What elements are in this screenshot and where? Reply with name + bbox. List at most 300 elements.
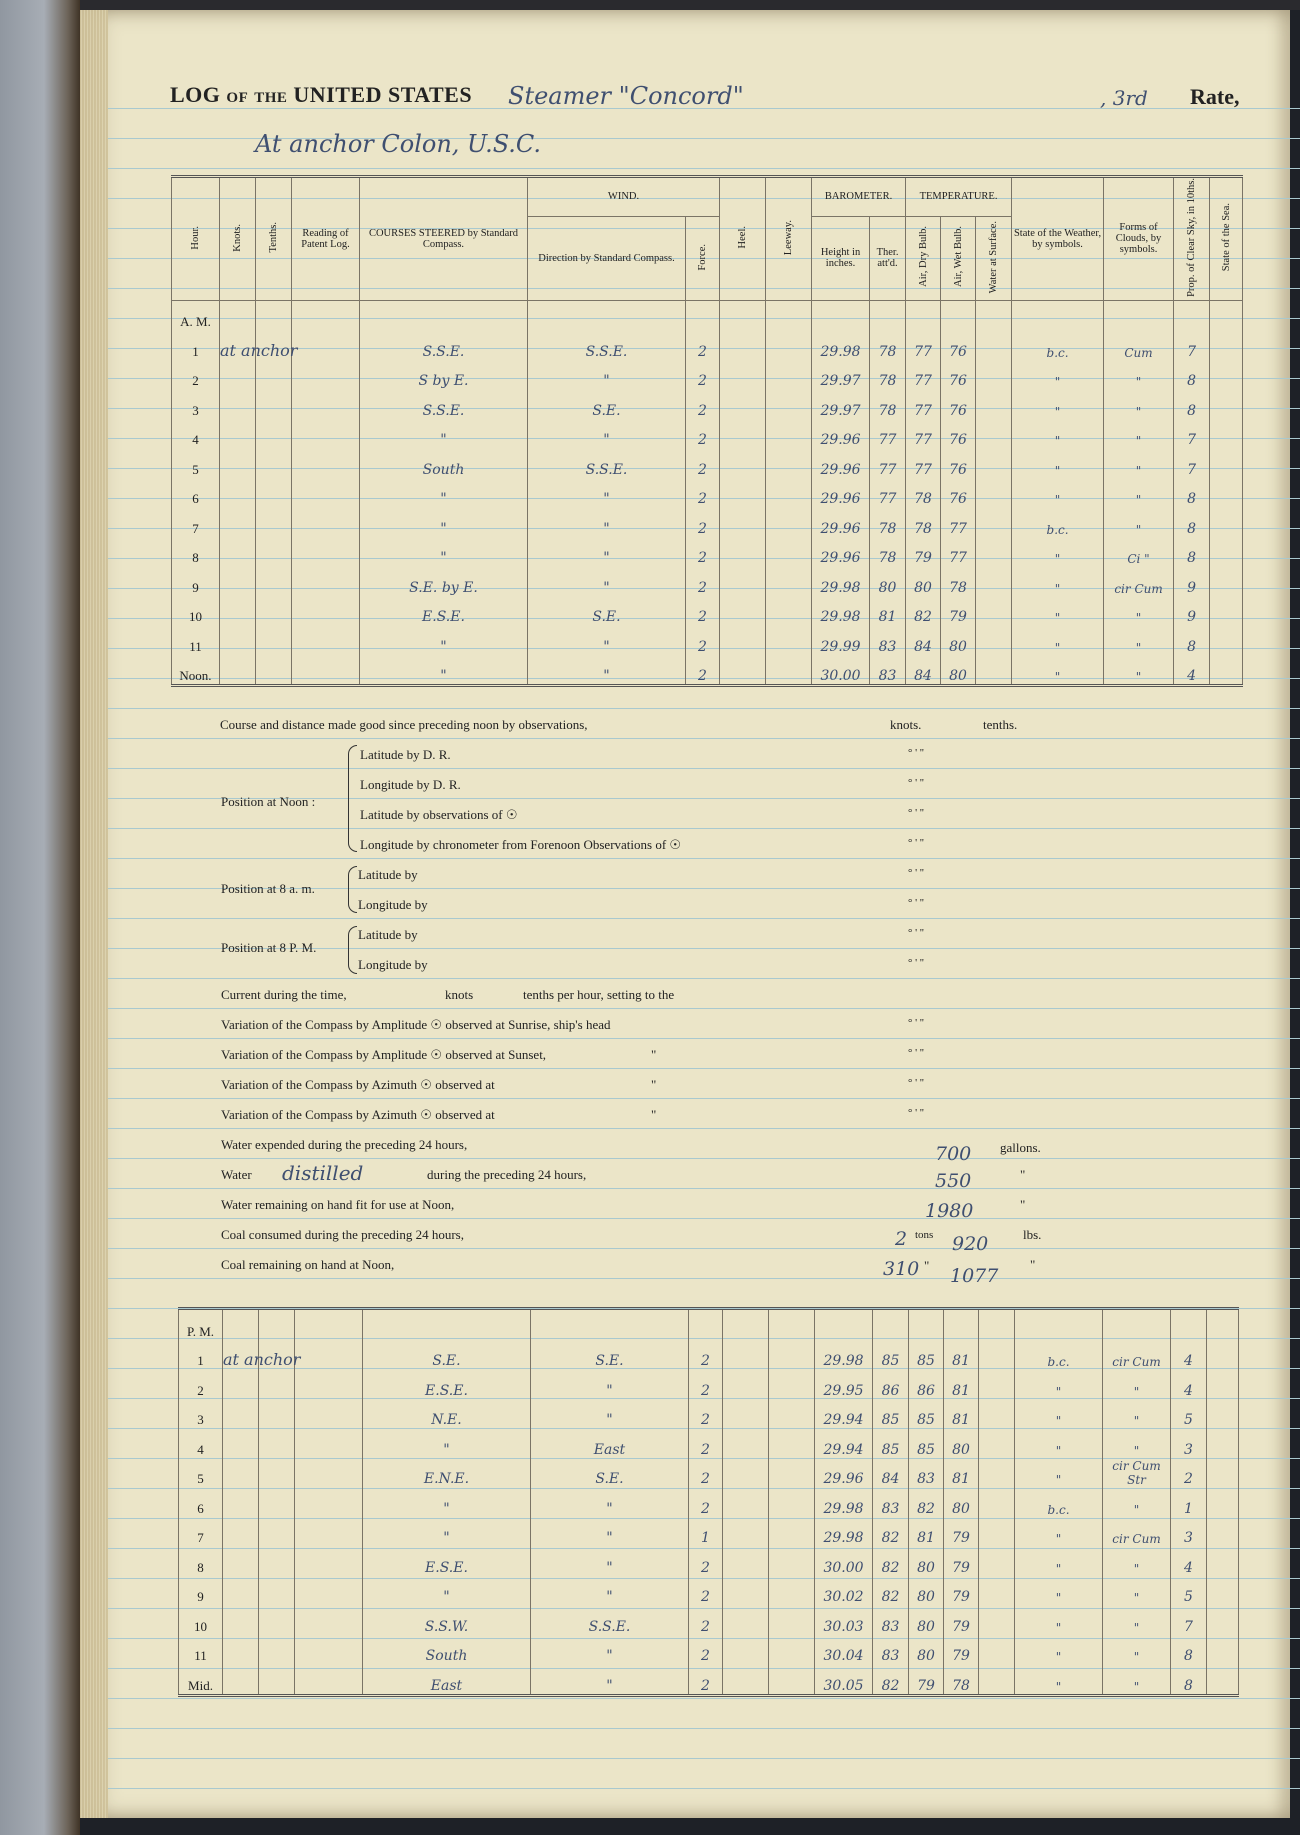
pm-knots-cell	[223, 1487, 259, 1517]
pm-barometer-height-cell: 29.98	[815, 1517, 873, 1547]
am-hour-cell: 2	[172, 360, 220, 390]
pm-ther-attd-cell: 83	[873, 1635, 909, 1665]
long-chron-label: Longitude by chronometer from Forenoon Observations of ☉	[360, 837, 682, 852]
pm-wind-force-cell: 2	[689, 1399, 723, 1429]
pm-knots-cell	[223, 1458, 259, 1488]
am-weather-cell: "	[1012, 655, 1104, 686]
degree-marks: ° ' ''	[908, 807, 924, 819]
am-air-dry-cell: 78	[906, 507, 941, 537]
lat-obs-label: Latitude by observations of ☉	[360, 807, 518, 822]
col-wind-force: Force.	[697, 243, 708, 271]
am-log-table	[171, 175, 1243, 687]
col-air-dry: Air, Dry Bulb.	[917, 226, 929, 288]
pm-weather-cell: "	[1015, 1399, 1103, 1429]
pm-ther-attd-cell: 82	[873, 1517, 909, 1547]
pm-air-dry-cell: 83	[909, 1458, 944, 1488]
var-sunset-ditto: "	[651, 1047, 657, 1062]
pm-air-wet-cell: 80	[944, 1428, 979, 1458]
am-clear-sky-cell: 4	[1174, 655, 1210, 686]
pm-knots-cell	[223, 1664, 259, 1695]
ruled-line	[108, 1788, 1300, 1789]
am-clear-sky-cell: 7	[1174, 448, 1210, 478]
pm-row	[179, 1458, 1239, 1488]
am-hour-cell: 3	[172, 389, 220, 419]
pm-course-cell: S.E.	[363, 1340, 531, 1370]
ruled-line	[108, 1098, 1300, 1099]
pm-course-cell: "	[363, 1576, 531, 1606]
pm-clear-sky-cell: 3	[1171, 1517, 1207, 1547]
am-air-wet-cell: 78	[941, 566, 976, 596]
am-wind-direction-cell: S.E.	[528, 596, 686, 626]
am-knots-cell	[220, 507, 256, 537]
am-clouds-cell: "	[1104, 419, 1174, 449]
pm-barometer-height-cell: 30.03	[815, 1605, 873, 1635]
ruled-line	[108, 858, 1300, 859]
pm-air-dry-cell: 85	[909, 1399, 944, 1429]
col-clear-sky: Prop. of Clear Sky, in 10ths.	[1186, 178, 1198, 297]
pm-row	[179, 1517, 1239, 1547]
am-weather-cell: "	[1012, 566, 1104, 596]
am-clouds-cell: "	[1104, 448, 1174, 478]
pm-clear-sky-cell: 5	[1171, 1576, 1207, 1606]
am-air-wet-cell: 77	[941, 507, 976, 537]
pm-ther-attd-cell: 84	[873, 1458, 909, 1488]
pm-wind-force-cell: 2	[689, 1605, 723, 1635]
am-row	[172, 330, 1243, 360]
ruled-line	[108, 1758, 1300, 1759]
am-wind-direction-cell: S.S.E.	[528, 330, 686, 360]
am-course-cell: E.S.E.	[360, 596, 528, 626]
pm-clear-sky-cell: 3	[1171, 1428, 1207, 1458]
am-clear-sky-cell: 9	[1174, 566, 1210, 596]
am-air-dry-cell: 77	[906, 330, 941, 360]
pm-wind-force-cell: 2	[689, 1428, 723, 1458]
am-row	[172, 566, 1243, 596]
long-8am-label: Longitude by	[358, 897, 428, 912]
pm-knots-cell	[223, 1605, 259, 1635]
pm-air-wet-cell: 81	[944, 1458, 979, 1488]
am-clear-sky-cell: 9	[1174, 596, 1210, 626]
am-barometer-height-cell: 29.96	[812, 478, 870, 508]
col-height: Height in inches.	[812, 216, 870, 300]
col-sea: State of the Sea.	[1220, 203, 1232, 272]
am-weather-cell: b.c.	[1012, 330, 1104, 360]
degree-marks: ° ' ''	[908, 747, 924, 759]
am-row	[172, 389, 1243, 419]
book-binding	[0, 0, 80, 1835]
water-expended-value: 700	[935, 1143, 972, 1165]
am-wind-force-cell: 2	[686, 655, 720, 686]
am-clouds-cell: "	[1104, 360, 1174, 390]
pm-label: P. M.	[179, 1309, 223, 1340]
pm-rows	[179, 1340, 1239, 1696]
pm-barometer-height-cell: 30.00	[815, 1546, 873, 1576]
col-leeway: Leeway.	[783, 219, 794, 256]
am-course-cell: "	[360, 507, 528, 537]
pm-clouds-cell: "	[1103, 1605, 1171, 1635]
am-air-wet-cell: 76	[941, 448, 976, 478]
col-clouds: Forms of Clouds, by symbols.	[1104, 177, 1174, 301]
log-title: LOG of the UNITED STATES	[170, 82, 473, 107]
col-heel: Heel.	[737, 226, 748, 249]
pm-row	[179, 1576, 1239, 1606]
ruled-line	[108, 1278, 1300, 1279]
col-hour: Hour.	[189, 225, 201, 250]
pm-clear-sky-cell: 4	[1171, 1340, 1207, 1370]
am-barometer-height-cell: 30.00	[812, 655, 870, 686]
am-clouds-cell: "	[1104, 596, 1174, 626]
pm-hour-cell: 7	[179, 1517, 223, 1547]
coal-consumed-tons: 2	[895, 1228, 908, 1250]
pm-air-wet-cell: 79	[944, 1605, 979, 1635]
ruled-line	[108, 1698, 1300, 1699]
pm-air-wet-cell: 81	[944, 1399, 979, 1429]
pm-wind-direction-cell: "	[531, 1576, 689, 1606]
pm-weather-cell: b.c.	[1015, 1340, 1103, 1370]
am-barometer-height-cell: 29.98	[812, 330, 870, 360]
pm-barometer-height-cell: 29.96	[815, 1458, 873, 1488]
pm-weather-cell: "	[1015, 1428, 1103, 1458]
pm-clear-sky-cell: 4	[1171, 1369, 1207, 1399]
pm-hour-cell: 6	[179, 1487, 223, 1517]
water-expended-label: Water expended during the preceding 24 hours,	[221, 1137, 468, 1152]
pm-knots-cell	[223, 1517, 259, 1547]
degree-marks: ° ' ''	[908, 1017, 924, 1029]
am-air-dry-cell: 77	[906, 419, 941, 449]
am-knots-cell	[220, 478, 256, 508]
degree-marks: ° ' ''	[908, 1107, 924, 1119]
vessel-name: Steamer "Concord"	[508, 82, 744, 110]
am-air-dry-cell: 77	[906, 360, 941, 390]
am-barometer-height-cell: 29.96	[812, 537, 870, 567]
am-knots-cell	[220, 625, 256, 655]
var-sunrise-label: Variation of the Compass by Amplitude ☉ observed at Sunrise, ship's head	[221, 1017, 611, 1032]
ruled-line	[108, 1188, 1300, 1189]
am-hour-cell: 5	[172, 448, 220, 478]
pm-air-dry-cell: 80	[909, 1546, 944, 1576]
am-clouds-cell: "	[1104, 507, 1174, 537]
pm-clouds-cell: cir Cum	[1103, 1517, 1171, 1547]
pm-course-cell: S.S.W.	[363, 1605, 531, 1635]
am-ther-attd-cell: 78	[870, 507, 906, 537]
ruled-line	[108, 768, 1300, 769]
pm-wind-direction-cell: S.E.	[531, 1458, 689, 1488]
pm-air-dry-cell: 79	[909, 1664, 944, 1695]
pm-row	[179, 1487, 1239, 1517]
pm-clouds-cell: "	[1103, 1399, 1171, 1429]
pm-row	[179, 1605, 1239, 1635]
am-wind-force-cell: 2	[686, 478, 720, 508]
rate-value: , 3rd	[1100, 86, 1148, 110]
am-air-wet-cell: 79	[941, 596, 976, 626]
am-ther-attd-cell: 77	[870, 419, 906, 449]
col-water-surface: Water at Surface.	[988, 220, 1000, 293]
pm-clear-sky-cell: 1	[1171, 1487, 1207, 1517]
pm-weather-cell: "	[1015, 1369, 1103, 1399]
am-weather-cell: "	[1012, 478, 1104, 508]
location-line: At anchor Colon, U.S.C.	[255, 130, 542, 158]
am-hour-cell: 10	[172, 596, 220, 626]
pm-barometer-height-cell: 30.05	[815, 1664, 873, 1695]
pm-hour-cell: 2	[179, 1369, 223, 1399]
am-course-cell: "	[360, 419, 528, 449]
am-clear-sky-cell: 7	[1174, 419, 1210, 449]
pm-wind-force-cell: 2	[689, 1340, 723, 1370]
ruled-line	[108, 1218, 1300, 1219]
lat-dr-label: Latitude by D. R.	[360, 747, 451, 762]
gallons-label: gallons.	[1000, 1140, 1041, 1155]
pm-weather-cell: "	[1015, 1605, 1103, 1635]
page-edges	[80, 10, 108, 1818]
pm-row	[179, 1399, 1239, 1429]
coal-remaining-ditto: "	[924, 1258, 930, 1273]
pm-wind-direction-cell: "	[531, 1664, 689, 1695]
pm-wind-direction-cell: "	[531, 1635, 689, 1665]
am-course-cell: "	[360, 655, 528, 686]
am-ther-attd-cell: 78	[870, 389, 906, 419]
rate-label: Rate,	[1190, 84, 1240, 109]
pm-knots-cell	[223, 1635, 259, 1665]
water-remaining-ditto: "	[1020, 1197, 1026, 1212]
pm-knots-cell	[223, 1369, 259, 1399]
col-tenths: Tenths.	[267, 222, 279, 253]
position-noon-label: Position at Noon :	[221, 794, 316, 809]
am-clear-sky-cell: 8	[1174, 507, 1210, 537]
col-courses: COURSES STEERED by Standard Compass.	[360, 177, 528, 301]
pm-wind-direction-cell: "	[531, 1487, 689, 1517]
long-8pm-label: Longitude by	[358, 957, 428, 972]
am-ther-attd-cell: 83	[870, 655, 906, 686]
am-air-dry-cell: 84	[906, 655, 941, 686]
noon-brace	[348, 745, 357, 852]
pm-air-wet-cell: 79	[944, 1635, 979, 1665]
position-8am-label: Position at 8 a. m.	[221, 881, 315, 896]
am-knots-cell	[220, 566, 256, 596]
pm-course-cell: "	[363, 1517, 531, 1547]
pm-wind-direction-cell: "	[531, 1517, 689, 1547]
am-barometer-height-cell: 29.96	[812, 419, 870, 449]
pm-clear-sky-cell: 8	[1171, 1635, 1207, 1665]
am-clouds-cell: "	[1104, 478, 1174, 508]
col-temperature: TEMPERATURE.	[906, 177, 1012, 217]
pm-course-cell: N.E.	[363, 1399, 531, 1429]
am-clear-sky-cell: 7	[1174, 330, 1210, 360]
pm-weather-cell: "	[1015, 1576, 1103, 1606]
am-wind-direction-cell: "	[528, 419, 686, 449]
pm-barometer-height-cell: 30.04	[815, 1635, 873, 1665]
pm-clear-sky-cell: 5	[1171, 1399, 1207, 1429]
pm-knots-cell	[223, 1428, 259, 1458]
ruled-line	[108, 1158, 1300, 1159]
var-azimuth-ditto-2: "	[651, 1107, 657, 1122]
degree-marks: ° ' ''	[908, 777, 924, 789]
pm-course-cell: "	[363, 1487, 531, 1517]
am-hour-cell: 7	[172, 507, 220, 537]
pm-air-dry-cell: 80	[909, 1635, 944, 1665]
pm-clouds-cell: cir Cum Str	[1103, 1458, 1171, 1488]
pm-weather-cell: "	[1015, 1546, 1103, 1576]
ruled-line	[108, 918, 1300, 919]
degree-marks: ° ' ''	[908, 927, 924, 939]
pm-hour-cell: 4	[179, 1428, 223, 1458]
am-label: A. M.	[172, 300, 220, 330]
water-distilled-ditto: "	[1020, 1167, 1026, 1182]
am-clear-sky-cell: 8	[1174, 537, 1210, 567]
am-wind-force-cell: 2	[686, 419, 720, 449]
am-clouds-cell: "	[1104, 389, 1174, 419]
am-wind-direction-cell: "	[528, 507, 686, 537]
8pm-brace	[348, 926, 357, 974]
am-weather-cell: "	[1012, 419, 1104, 449]
am-weather-cell: "	[1012, 360, 1104, 390]
pm-wind-force-cell: 2	[689, 1635, 723, 1665]
pm-ther-attd-cell: 85	[873, 1340, 909, 1370]
pm-course-cell: E.S.E.	[363, 1369, 531, 1399]
am-row	[172, 507, 1243, 537]
am-clear-sky-cell: 8	[1174, 625, 1210, 655]
var-azimuth-label-2: Variation of the Compass by Azimuth ☉ observed at	[221, 1107, 495, 1122]
pm-barometer-height-cell: 29.94	[815, 1428, 873, 1458]
ruled-line	[108, 1728, 1300, 1729]
pm-clouds-cell: "	[1103, 1664, 1171, 1695]
pm-row	[179, 1340, 1239, 1370]
pm-barometer-height-cell: 30.02	[815, 1576, 873, 1606]
am-wind-direction-cell: "	[528, 625, 686, 655]
am-knots-cell	[220, 655, 256, 686]
ruled-line	[108, 828, 1300, 829]
pm-hour-cell: 10	[179, 1605, 223, 1635]
pm-hour-cell: 11	[179, 1635, 223, 1665]
pm-wind-direction-cell: "	[531, 1546, 689, 1576]
pm-wind-force-cell: 2	[689, 1369, 723, 1399]
pm-clouds-cell: "	[1103, 1546, 1171, 1576]
pm-knots-cell	[223, 1576, 259, 1606]
am-barometer-height-cell: 29.96	[812, 507, 870, 537]
pm-ther-attd-cell: 86	[873, 1369, 909, 1399]
am-ther-attd-cell: 78	[870, 537, 906, 567]
water-distilled-word: distilled	[282, 1161, 364, 1185]
col-knots: Knots.	[231, 223, 243, 252]
am-weather-cell: "	[1012, 537, 1104, 567]
am-wind-force-cell: 2	[686, 507, 720, 537]
am-course-cell: "	[360, 478, 528, 508]
am-air-dry-cell: 77	[906, 389, 941, 419]
am-air-dry-cell: 77	[906, 448, 941, 478]
am-ther-attd-cell: 77	[870, 478, 906, 508]
pm-course-cell: E.S.E.	[363, 1546, 531, 1576]
pm-air-dry-cell: 85	[909, 1428, 944, 1458]
am-air-wet-cell: 76	[941, 389, 976, 419]
am-row	[172, 596, 1243, 626]
pm-row	[179, 1635, 1239, 1665]
coal-remaining-ditto-2: "	[1030, 1257, 1036, 1272]
pm-ther-attd-cell: 82	[873, 1664, 909, 1695]
am-course-cell: S by E.	[360, 360, 528, 390]
water-remaining-label: Water remaining on hand fit for use at Noon,	[221, 1197, 455, 1212]
current-label: Current during the time,	[221, 987, 347, 1002]
degree-marks: ° ' ''	[908, 1047, 924, 1059]
col-wind: WIND.	[528, 177, 720, 217]
position-8pm-label: Position at 8 P. M.	[221, 940, 317, 955]
am-hour-cell: 8	[172, 537, 220, 567]
pm-clouds-cell: "	[1103, 1369, 1171, 1399]
pm-hour-cell: 9	[179, 1576, 223, 1606]
pm-wind-direction-cell: East	[531, 1428, 689, 1458]
am-row	[172, 478, 1243, 508]
pm-clouds-cell: "	[1103, 1576, 1171, 1606]
pm-knots-cell: at anchor	[223, 1340, 259, 1370]
am-knots-cell	[220, 419, 256, 449]
pm-ther-attd-cell: 85	[873, 1399, 909, 1429]
pm-row	[179, 1369, 1239, 1399]
ruled-line	[108, 168, 1300, 169]
pm-air-dry-cell: 81	[909, 1517, 944, 1547]
col-patent-log: Reading of Patent Log.	[292, 177, 360, 301]
pm-barometer-height-cell: 29.98	[815, 1487, 873, 1517]
am-wind-direction-cell: "	[528, 655, 686, 686]
am-ther-attd-cell: 80	[870, 566, 906, 596]
col-air-wet: Air, Wet Bulb.	[952, 226, 964, 288]
am-air-dry-cell: 82	[906, 596, 941, 626]
pm-hour-cell: 3	[179, 1399, 223, 1429]
pm-ther-attd-cell: 82	[873, 1576, 909, 1606]
water-distilled-value: 550	[935, 1170, 972, 1192]
tenths-label: tenths.	[983, 717, 1018, 732]
am-air-dry-cell: 78	[906, 478, 941, 508]
ruled-line	[108, 1248, 1300, 1249]
am-air-wet-cell: 76	[941, 478, 976, 508]
pm-row	[179, 1664, 1239, 1695]
am-wind-direction-cell: S.S.E.	[528, 448, 686, 478]
am-weather-cell: "	[1012, 596, 1104, 626]
ruled-line	[108, 978, 1300, 979]
am-hour-cell: Noon.	[172, 655, 220, 686]
am-course-cell: S.S.E.	[360, 389, 528, 419]
tons-label: tons	[915, 1229, 934, 1241]
current-knots-label: knots	[445, 987, 474, 1002]
am-air-dry-cell: 80	[906, 566, 941, 596]
ruled-line	[108, 1128, 1300, 1129]
am-knots-cell	[220, 596, 256, 626]
am-weather-cell: "	[1012, 389, 1104, 419]
am-air-wet-cell: 80	[941, 655, 976, 686]
pm-weather-cell: "	[1015, 1517, 1103, 1547]
pm-barometer-height-cell: 29.98	[815, 1340, 873, 1370]
am-weather-cell: b.c.	[1012, 507, 1104, 537]
pm-clear-sky-cell: 2	[1171, 1458, 1207, 1488]
am-clouds-cell: Cum	[1104, 330, 1174, 360]
am-clear-sky-cell: 8	[1174, 478, 1210, 508]
am-course-cell: "	[360, 537, 528, 567]
pm-air-wet-cell: 79	[944, 1546, 979, 1576]
var-azimuth-label-1: Variation of the Compass by Azimuth ☉ observed at	[221, 1077, 495, 1092]
am-course-cell: South	[360, 448, 528, 478]
pm-wind-force-cell: 2	[689, 1458, 723, 1488]
degree-marks: ° ' ''	[908, 897, 924, 909]
pm-air-dry-cell: 86	[909, 1369, 944, 1399]
am-barometer-height-cell: 29.97	[812, 360, 870, 390]
ruled-line	[108, 1008, 1300, 1009]
pm-course-cell: "	[363, 1428, 531, 1458]
degree-marks: ° ' ''	[908, 837, 924, 849]
pm-clouds-cell: "	[1103, 1635, 1171, 1665]
am-wind-force-cell: 2	[686, 389, 720, 419]
am-wind-direction-cell: "	[528, 537, 686, 567]
pm-clouds-cell: "	[1103, 1428, 1171, 1458]
coal-remaining-lbs: 1077	[950, 1265, 999, 1287]
water-label: Water	[221, 1167, 252, 1182]
pm-wind-direction-cell: S.S.E.	[531, 1605, 689, 1635]
